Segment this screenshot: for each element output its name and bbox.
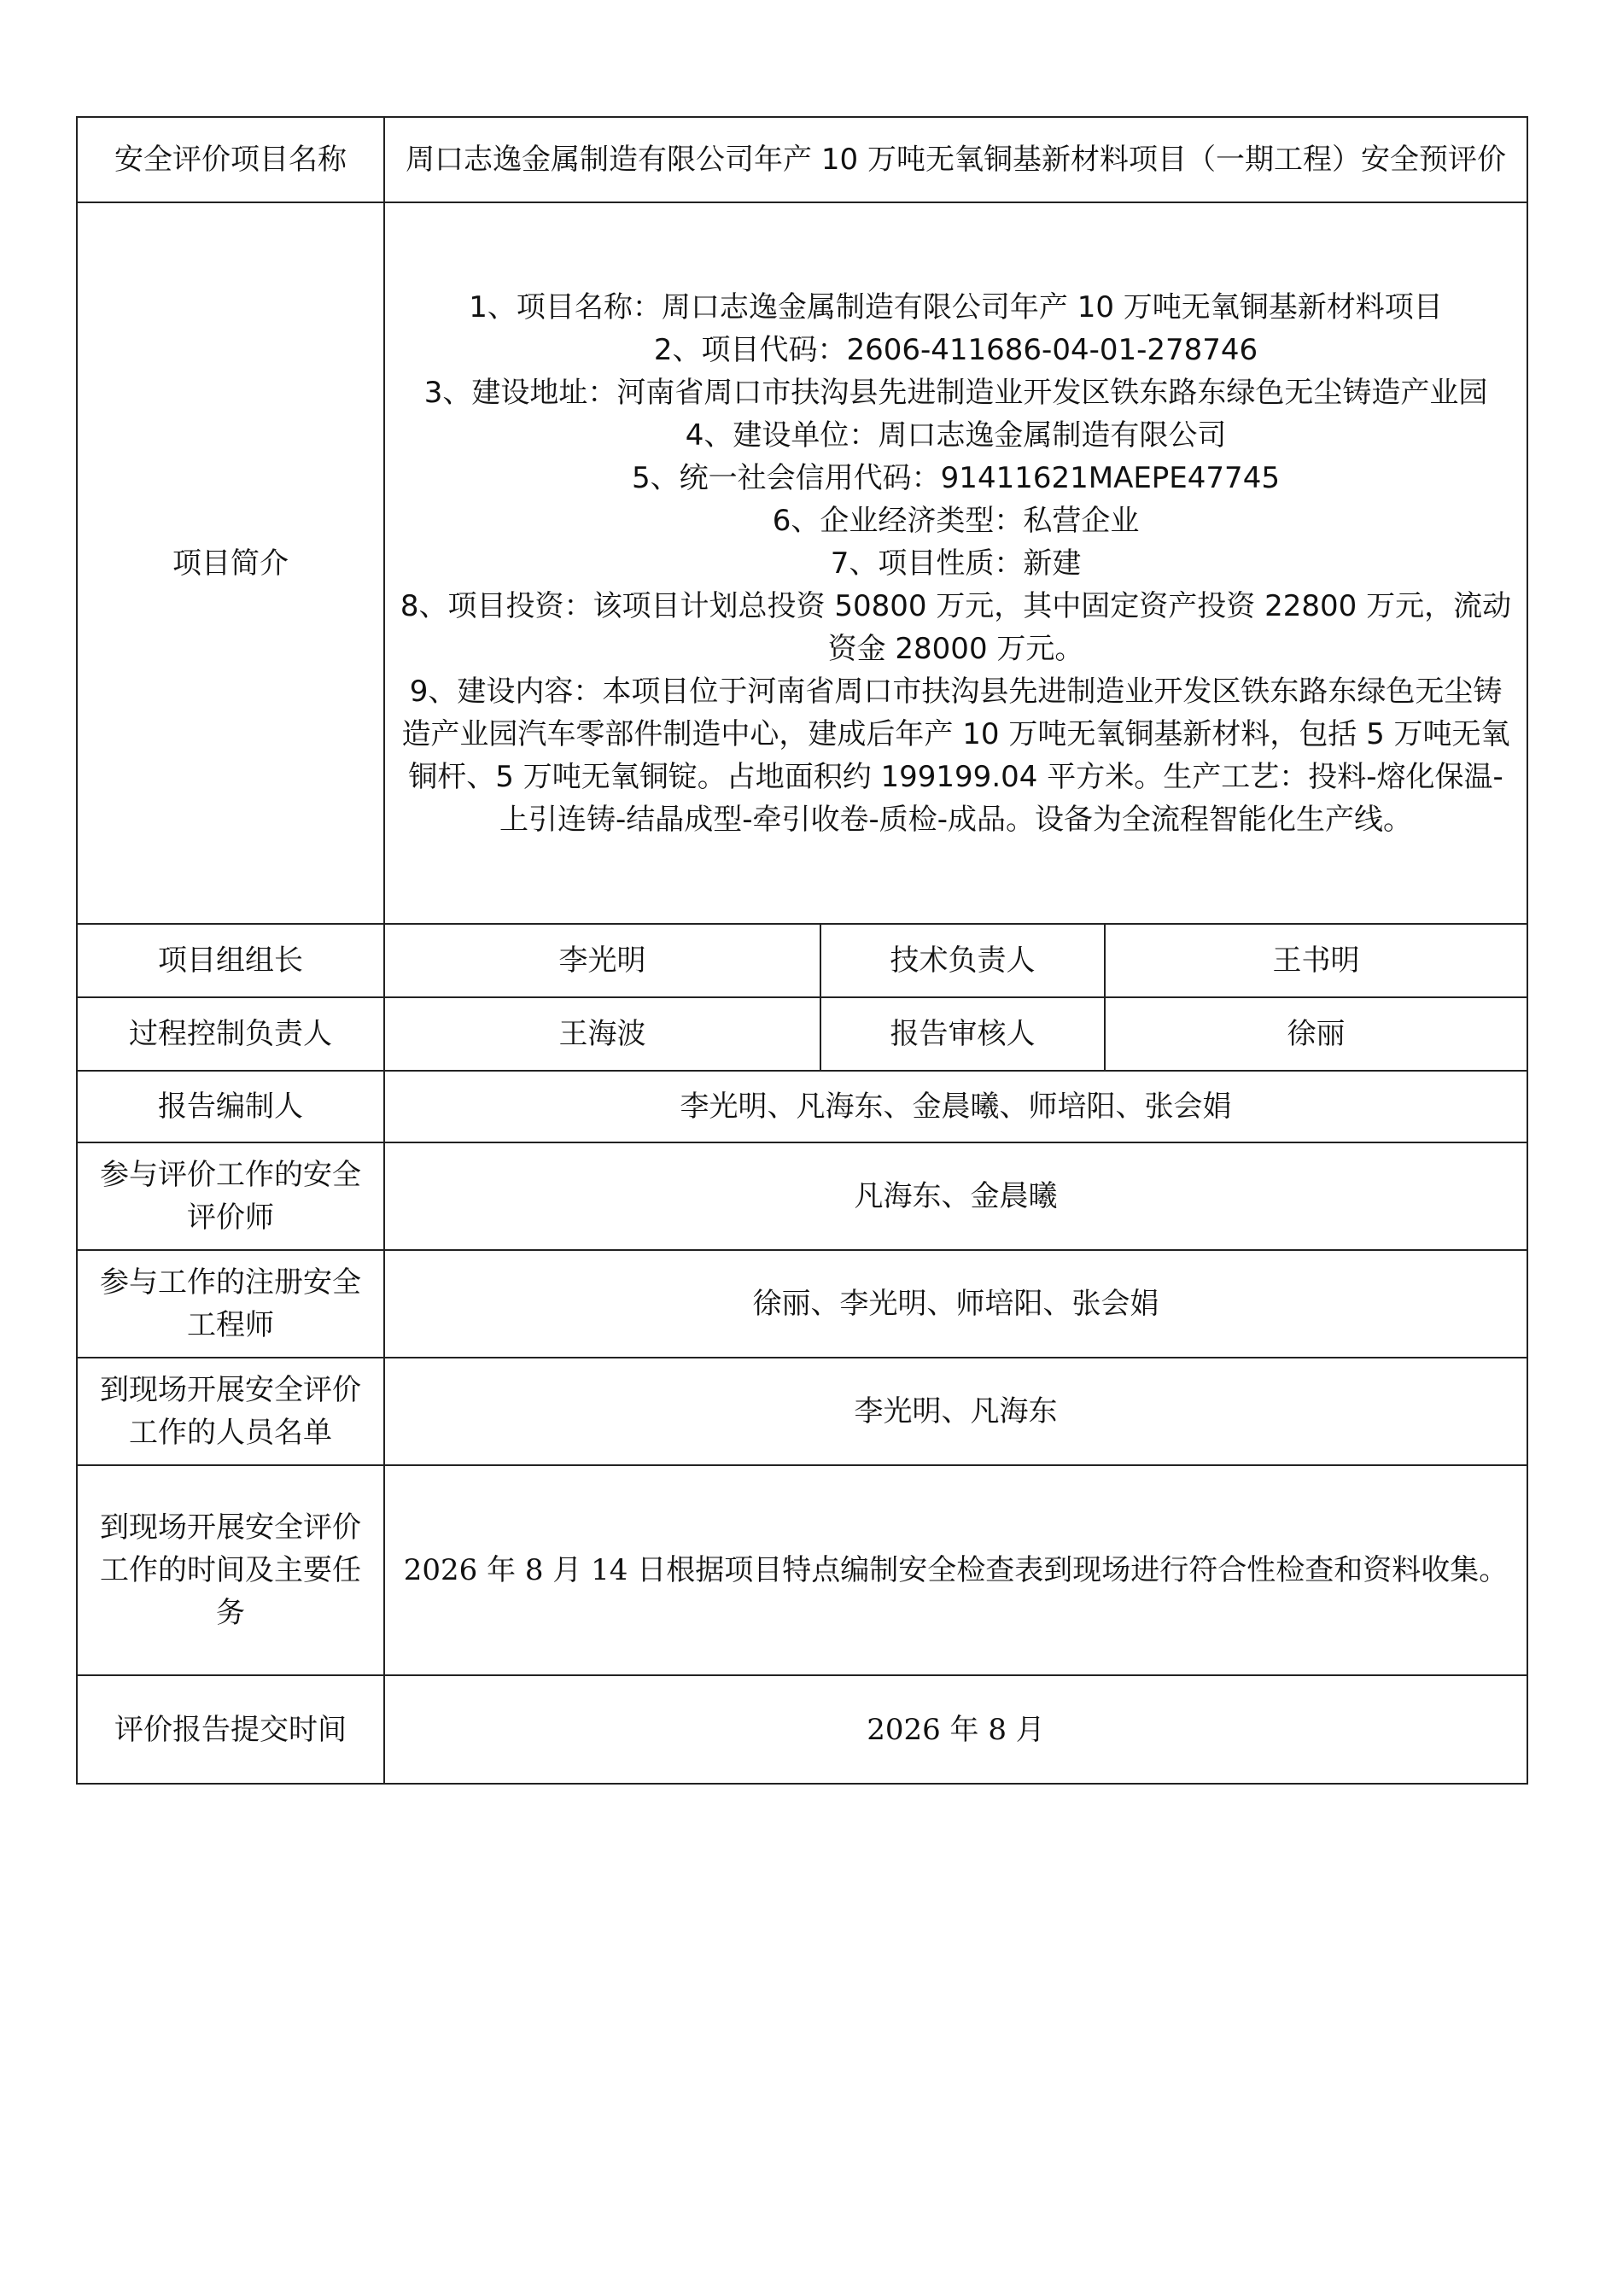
onsite-time-value: 2026 年 8 月 14 日根据项目特点编制安全检查表到现场进行符合性检查和资料收集。 — [384, 1465, 1527, 1675]
project-name-label: 安全评价项目名称 — [77, 117, 384, 202]
project-brief-content — [384, 202, 1527, 924]
engineers-label: 参与工作的注册安全工程师 — [77, 1250, 384, 1358]
brief-item-name: 1、项目名称：周口志逸金属制造有限公司年产 10 万吨无氧铜基新材料项目 — [469, 289, 1443, 324]
brief-item-code: 2、项目代码：2606-411686-04-01-278746 — [653, 332, 1258, 367]
onsite-time-label: 到现场开展安全评价工作的时间及主要任务 — [77, 1465, 384, 1675]
submit-time-value: 2026 年 8 月 — [384, 1675, 1527, 1784]
onsite-staff-value: 李光明、凡海东 — [384, 1358, 1527, 1465]
leader-value: 李光明 — [384, 924, 820, 997]
row-onsite-staff — [77, 1358, 1527, 1465]
brief-item-content: 9、建设内容：本项目位于河南省周口市扶沟县先进制造业开发区铁东路东绿色无尘铸造产业园汽车零部件制造中心，建成后年产 10 万吨无氧铜基新材料，包括 5 万吨无氧铜杆、5 万吨无氧铜锭。占地面积约 199199.04 平方米。生产工艺：投料-熔化保温-上引连铸-结晶成型-牵引收卷-质检-成品。设备为全流程智能化生产线。 — [401, 674, 1510, 837]
row-evaluators — [77, 1142, 1527, 1250]
project-name-value: 周口志逸金属制造有限公司年产 10 万吨无氧铜基新材料项目（一期工程）安全预评价 — [384, 117, 1527, 202]
row-engineers — [77, 1250, 1527, 1358]
row-submit — [77, 1675, 1527, 1784]
reviewer-value: 徐丽 — [1105, 997, 1527, 1071]
brief-item-investment: 8、项目投资：该项目计划总投资 50800 万元，其中固定资产投资 22800 万元，流动资金 28000 万元。 — [400, 588, 1512, 666]
row-project-brief — [77, 202, 1527, 924]
tech-lead-label: 技术负责人 — [820, 924, 1105, 997]
submit-time-label: 评价报告提交时间 — [77, 1675, 384, 1784]
leader-label: 项目组组长 — [77, 924, 384, 997]
tech-lead-value: 王书明 — [1105, 924, 1527, 997]
process-control-value: 王海波 — [384, 997, 820, 1071]
row-process — [77, 997, 1527, 1071]
row-compiler — [77, 1071, 1527, 1142]
brief-item-economy-type: 6、企业经济类型：私营企业 — [772, 503, 1140, 538]
compiler-label: 报告编制人 — [77, 1071, 384, 1142]
safety-evaluation-info-table — [76, 116, 1528, 1785]
brief-item-credit-code: 5、统一社会信用代码：91411621MAEPE47745 — [632, 460, 1280, 495]
reviewer-label: 报告审核人 — [820, 997, 1105, 1071]
compiler-value: 李光明、凡海东、金晨曦、师培阳、张会娟 — [384, 1071, 1527, 1142]
evaluators-label: 参与评价工作的安全评价师 — [77, 1142, 384, 1250]
process-control-label: 过程控制负责人 — [77, 997, 384, 1071]
brief-item-address: 3、建设地址：河南省周口市扶沟县先进制造业开发区铁东路东绿色无尘铸造产业园 — [423, 375, 1488, 410]
evaluators-value: 凡海东、金晨曦 — [384, 1142, 1527, 1250]
row-leader — [77, 924, 1527, 997]
brief-item-nature: 7、项目性质：新建 — [830, 546, 1082, 581]
brief-item-unit: 4、建设单位：周口志逸金属制造有限公司 — [685, 418, 1227, 453]
row-project-name — [77, 117, 1527, 202]
project-brief-label: 项目简介 — [77, 202, 384, 924]
onsite-staff-label: 到现场开展安全评价工作的人员名单 — [77, 1358, 384, 1465]
engineers-value: 徐丽、李光明、师培阳、张会娟 — [384, 1250, 1527, 1358]
row-onsite-time — [77, 1465, 1527, 1675]
